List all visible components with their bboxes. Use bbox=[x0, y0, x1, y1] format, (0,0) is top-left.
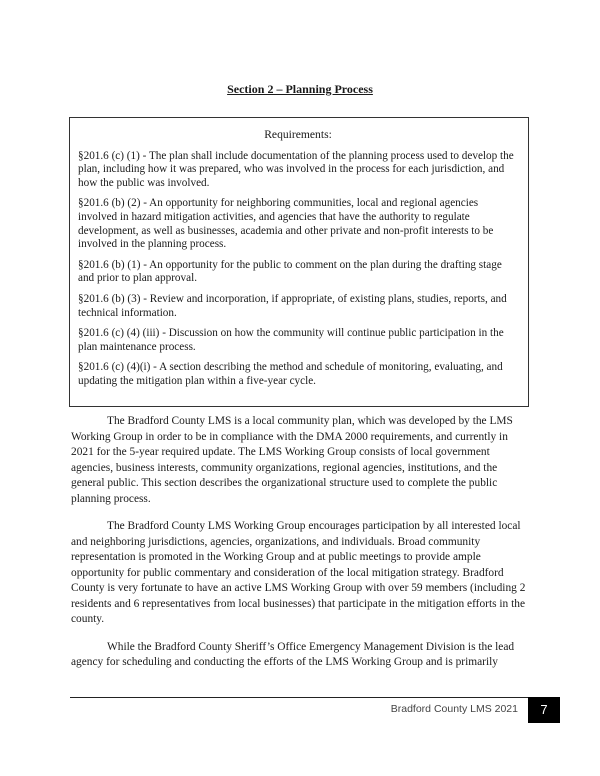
requirement-item: §201.6 (b) (1) - An opportunity for the public to comment on the plan during the drafting stage and prior to plan approval. bbox=[78, 258, 502, 285]
page-number: 7 bbox=[528, 697, 560, 723]
section-title: Section 2 – Planning Process bbox=[227, 82, 373, 96]
requirement-item: §201.6 (c) (4) (iii) - Discussion on how the community will continue public participation in the plan maintenance process. bbox=[78, 327, 504, 353]
footer-divider bbox=[70, 697, 530, 698]
requirement-item: §201.6 (c) (1) - The plan shall include documentation of the planning process used to develop the plan, including how it was prepared, who was involved in the process for each jurisdiction, and how the public was involved. bbox=[78, 149, 514, 189]
body-paragraph: The Bradford County LMS is a local community plan, which was developed by the LMS Working Group in order to be in compliance with the DMA 2000 requirements, and currently in 2021 for the 5-year required update. The LMS Working Group consists of local government agencies, business interests, community organizations, regional agencies, institutions, and the general public. This section describes the organizational structure used to complete the public planning process. bbox=[71, 415, 513, 505]
requirements-box bbox=[69, 117, 529, 407]
requirement-item: §201.6 (c) (4)(i) - A section describing the method and schedule of monitoring, evaluating, and updating the mitigation plan within a five-year cycle. bbox=[78, 361, 503, 387]
body-paragraph: The Bradford County LMS Working Group encourages participation by all interested local and neighboring jurisdictions, agencies, organizations, and individuals. Broad community representation is promoted in the Working Group and at public meetings to provide ample opportunity for public commentary and consideration of the local mitigation strategy. Bradford County is very fortunate to have an active LMS Working Group with over 59 members (including 2 residents and 6 representatives from local businesses) that participate in the mitigation efforts in the county. bbox=[71, 520, 526, 625]
requirement-item: §201.6 (b) (3) - Review and incorporation, if appropriate, of existing plans, studies, reports, and technical information. bbox=[78, 292, 507, 319]
requirement-item: §201.6 (b) (2) - An opportunity for neighboring communities, local and regional agencies involved in hazard mitigation activities, and agencies that have the authority to regulate development, as well as businesses, academia and other private and non-profit interests to be involved in the planning process. bbox=[78, 197, 494, 251]
body-paragraph: While the Bradford County Sheriff’s Office Emergency Management Division is the lead agency for scheduling and conducting the efforts of the LMS Working Group and is primarily bbox=[71, 640, 515, 668]
requirements-title: Requirements: bbox=[264, 128, 332, 141]
body-text bbox=[71, 414, 531, 683]
footer-label: Bradford County LMS 2021 bbox=[390, 703, 518, 715]
